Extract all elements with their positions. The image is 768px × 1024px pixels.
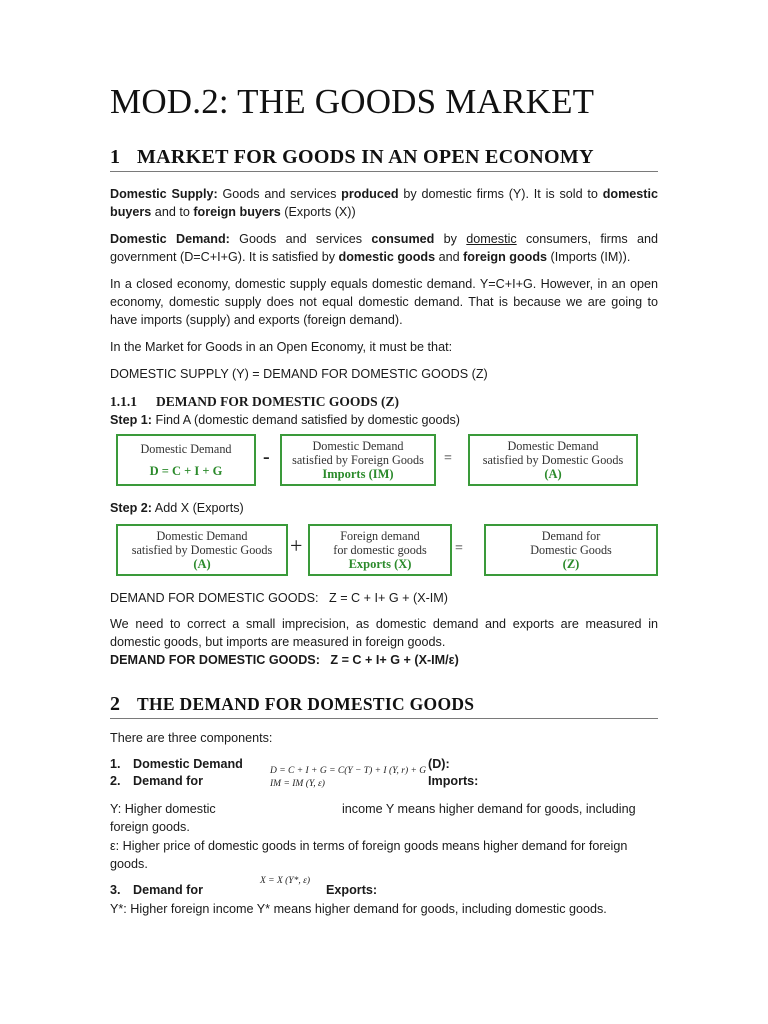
- domestic-supply-label: Domestic Supply:: [110, 187, 218, 201]
- equals-operator: =: [444, 451, 452, 466]
- domestic-demand-equation: D = C + I + G = C(Y − T) + I (Y, r) + G: [270, 766, 427, 776]
- box-value: Imports (IM): [322, 467, 394, 481]
- section-2-number: 2: [110, 693, 120, 715]
- step1-imports-box: [280, 434, 436, 486]
- step-2-line: [110, 499, 658, 517]
- y-line-continued: foreign goods.: [110, 820, 190, 834]
- section-1-title: MARKET FOR GOODS IN AN OPEN ECONOMY: [137, 146, 594, 168]
- box-value: (Z): [562, 557, 580, 571]
- box-label: satisfied by Foreign Goods: [292, 453, 424, 467]
- list-item-exports-tail: Exports:: [326, 883, 378, 897]
- closed-economy-paragraph: In a closed economy, domestic supply equals domestic demand. Y=C+I+G. However, in an open economy, domestic supply does not equal domestic demand. That is because we are going to have imports (supply) and exports (foreign demand).: [110, 277, 658, 327]
- text-run: by domestic firms (Y). It is sold to: [398, 187, 603, 201]
- list-label: Demand for: [133, 883, 203, 897]
- step1-result-box: [468, 434, 638, 486]
- list-item-imports: [110, 774, 203, 788]
- list-item-domestic-demand: [110, 757, 243, 771]
- box-label: for domestic goods: [333, 543, 427, 557]
- section-1-heading: [110, 146, 658, 172]
- text-run: by: [434, 232, 467, 246]
- supply-demand-identity: DOMESTIC SUPPLY (Y) = DEMAND FOR DOMESTIC GOODS (Z): [110, 367, 488, 381]
- equals-operator: =: [455, 541, 463, 556]
- step2-result-box: [484, 524, 658, 576]
- text-run: and: [435, 250, 464, 264]
- demand-formula-2: DEMAND FOR DOMESTIC GOODS: Z = C + I+ G + (X-IM/ε): [110, 653, 459, 667]
- list-item-exports: [110, 883, 203, 897]
- y-line-start: Y: Higher domestic: [110, 802, 216, 816]
- section-2-title: THE DEMAND FOR DOMESTIC GOODS: [137, 694, 475, 714]
- box-label: Domestic Demand: [140, 442, 232, 456]
- page-title: MOD.2: THE GOODS MARKET: [110, 82, 595, 121]
- text-run: (Imports (IM)).: [547, 250, 631, 264]
- box-label: Domestic Goods: [530, 543, 612, 557]
- epsilon-paragraph: ε: Higher price of domestic goods in terms of foreign goods means higher demand for foreign goods.: [110, 839, 628, 871]
- minus-operator: -: [263, 446, 270, 468]
- y-line-end: income Y means higher demand for goods, including: [342, 802, 636, 816]
- step1-domestic-demand-box: [116, 434, 256, 486]
- section-1-number: 1: [110, 146, 120, 168]
- box-label: Foreign demand: [340, 529, 420, 543]
- subsection-heading: [110, 394, 399, 410]
- domestic-supply-paragraph: [110, 185, 658, 221]
- demand-formula-1: DEMAND FOR DOMESTIC GOODS: Z = C + I+ G + (X-IM): [110, 591, 448, 605]
- list-number: 2.: [110, 774, 121, 788]
- plus-operator: +: [290, 533, 303, 558]
- box-label: satisfied by Domestic Goods: [131, 543, 273, 557]
- box-value: (A): [544, 467, 562, 481]
- subsection-title: DEMAND FOR DOMESTIC GOODS (Z): [156, 394, 400, 409]
- exports-equation: X = X (Y*, ε): [260, 876, 310, 886]
- list-label: Demand for: [133, 774, 203, 788]
- bold-run: produced: [341, 187, 399, 201]
- imprecision-paragraph: We need to correct a small imprecision, as domestic demand and exports are measured in domestic goods, but imports are measured in foreign goods.: [110, 617, 658, 649]
- bold-run: domestic buyers: [110, 187, 658, 219]
- market-intro-paragraph: In the Market for Goods in an Open Economy, it must be that:: [110, 340, 453, 354]
- imports-equation: IM = IM (Y, ε): [270, 779, 325, 789]
- bold-run: consumed: [371, 232, 435, 246]
- text-run: and to: [151, 205, 194, 219]
- step-2-label: Step 2:: [110, 501, 152, 515]
- box-spacer: [118, 456, 254, 464]
- box-label: Domestic Demand: [312, 439, 404, 453]
- y-star-paragraph: Y*: Higher foreign income Y* means higher demand for goods, including domestic goods.: [110, 902, 607, 916]
- components-intro: There are three components:: [110, 731, 273, 745]
- box-label: Demand for: [541, 529, 601, 543]
- list-label: Domestic Demand: [133, 757, 243, 771]
- text-run: (Exports (X)): [280, 205, 356, 219]
- step-1-label: Step 1:: [110, 413, 152, 427]
- section-2-heading: [110, 693, 658, 719]
- domestic-demand-paragraph: [110, 230, 658, 266]
- step-1-text: Find A (domestic demand satisfied by domestic goods): [152, 413, 460, 427]
- box-value: Exports (X): [348, 557, 412, 571]
- text-run: consumers, firms and government (D=C+I+G). It is satisfied by: [110, 232, 658, 264]
- box-label: Domestic Demand: [156, 529, 248, 543]
- step2-domestic-demand-box: [116, 524, 288, 576]
- bold-run: foreign buyers: [193, 205, 281, 219]
- list-item-imports-tail: Imports:: [428, 774, 479, 788]
- box-value: D = C + I + G: [149, 464, 223, 478]
- step-2-text: Add X (Exports): [152, 501, 244, 515]
- underlined-run: domestic: [466, 232, 517, 246]
- list-number: 3.: [110, 883, 121, 897]
- text-run: Goods and services: [217, 187, 342, 201]
- bold-run: domestic goods: [338, 250, 436, 264]
- box-label: Domestic Demand: [507, 439, 599, 453]
- list-number: 1.: [110, 757, 121, 771]
- step2-exports-box: [308, 524, 452, 576]
- domestic-demand-label: Domestic Demand:: [110, 232, 230, 246]
- box-value: (A): [193, 557, 211, 571]
- list-item-domestic-demand-tail: (D):: [428, 757, 450, 771]
- bold-run: foreign goods: [463, 250, 548, 264]
- subsection-number: 1.1.1: [110, 394, 137, 409]
- box-label: satisfied by Domestic Goods: [482, 453, 624, 467]
- step-1-line: [110, 411, 658, 429]
- text-run: Goods and services: [229, 232, 372, 246]
